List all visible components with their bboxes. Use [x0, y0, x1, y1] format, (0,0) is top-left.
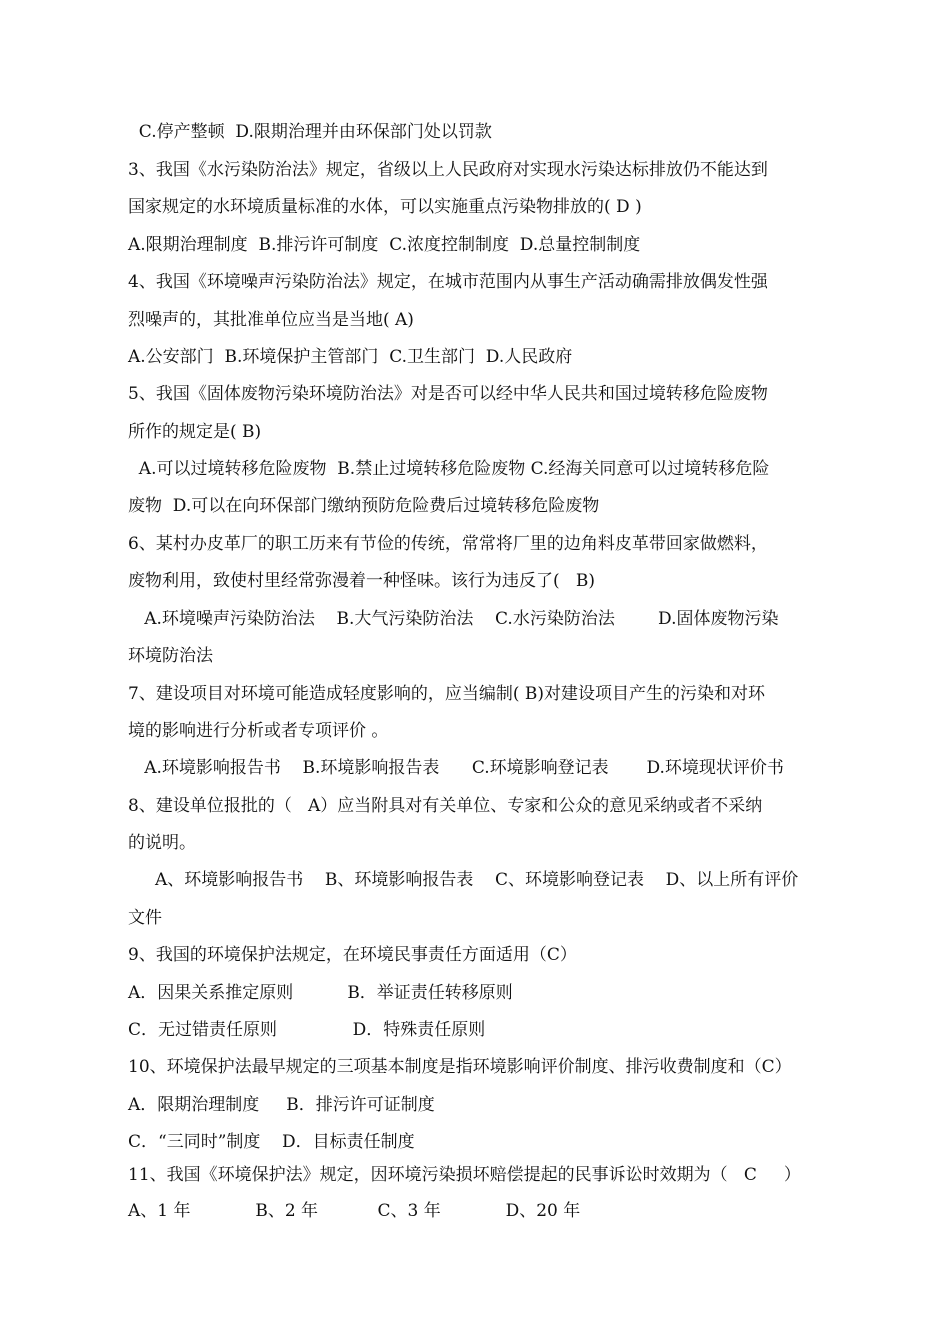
text-line: 6、某村办皮革厂的职工历来有节俭的传统，常常将厂里的边角料皮革带回家做燃料， — [128, 534, 768, 554]
text-line: A.公安部门 B.环境保护主管部门 C.卫生部门 D.人民政府 — [128, 347, 573, 367]
text-line: 国家规定的水环境质量标准的水体，可以实施重点污染物排放的( D ) — [128, 197, 642, 217]
text-line: 境的影响进行分析或者专项评价 。 — [128, 721, 389, 741]
text-line: 3、我国《水污染防治法》规定，省级以上人民政府对实现水污染达标排放仍不能达到 — [128, 160, 768, 180]
text-line: 10、环境保护法最早规定的三项基本制度是指环境影响评价制度、排污收费制度和（C） — [128, 1057, 792, 1077]
text-line: 8、建设单位报批的（ A）应当附具对有关单位、专家和公众的意见采纳或者不采纳 — [128, 796, 763, 816]
text-line: 的说明。 — [128, 833, 196, 853]
text-line: A、1 年 B、2 年 C、3 年 D、20 年 — [128, 1201, 581, 1221]
text-line: C.停产整顿 D.限期治理并由环保部门处以罚款 — [128, 122, 492, 142]
text-line: 文件 — [128, 908, 162, 928]
text-line: 环境防治法 — [128, 646, 213, 666]
text-line: 7、建设项目对环境可能造成轻度影响的，应当编制( B)对建设项目产生的污染和对环 — [128, 684, 765, 704]
text-line: A.可以过境转移危险废物 B.禁止过境转移危险废物 C.经海关同意可以过境转移危险 — [128, 459, 770, 479]
text-line: A.限期治理制度 B.排污许可制度 C.浓度控制制度 D.总量控制制度 — [128, 235, 641, 255]
text-line: C．“三同时”制度 D．目标责任制度 — [128, 1132, 415, 1152]
text-line: 4、我国《环境噪声污染防治法》规定，在城市范围内从事生产活动确需排放偶发性强 — [128, 272, 768, 292]
text-line: A、环境影响报告书 B、环境影响报告表 C、环境影响登记表 D、以上所有评价 — [128, 870, 799, 890]
text-line: 废物 D.可以在向环保部门缴纳预防危险费后过境转移危险废物 — [128, 496, 600, 516]
text-line: 烈噪声的，其批准单位应当是当地( A) — [128, 310, 414, 330]
text-line: 5、我国《固体废物污染环境防治法》对是否可以经中华人民共和国过境转移危险废物 — [128, 384, 768, 404]
text-line: 所作的规定是( B) — [128, 422, 262, 442]
text-line: 9、我国的环境保护法规定，在环境民事责任方面适用（C） — [128, 945, 577, 965]
text-line: A.环境影响报告书 B.环境影响报告表 C.环境影响登记表 D.环境现状评价书 — [128, 758, 784, 778]
text-line: 废物利用，致使村里经常弥漫着一种怪味。该行为违反了( B) — [128, 571, 595, 591]
text-line: A．因果关系推定原则 B．举证责任转移原则 — [128, 983, 513, 1003]
text-line: A．限期治理制度 B．排污许可证制度 — [128, 1095, 435, 1115]
text-line: A.环境噪声污染防治法 B.大气污染防治法 C.水污染防治法 D.固体废物污染 — [128, 609, 779, 629]
text-line: 11、我国《环境保护法》规定，因环境污染损坏赔偿提起的民事诉讼时效期为（ C ） — [128, 1165, 801, 1185]
text-line: C．无过错责任原则 D．特殊责任原则 — [128, 1020, 486, 1040]
